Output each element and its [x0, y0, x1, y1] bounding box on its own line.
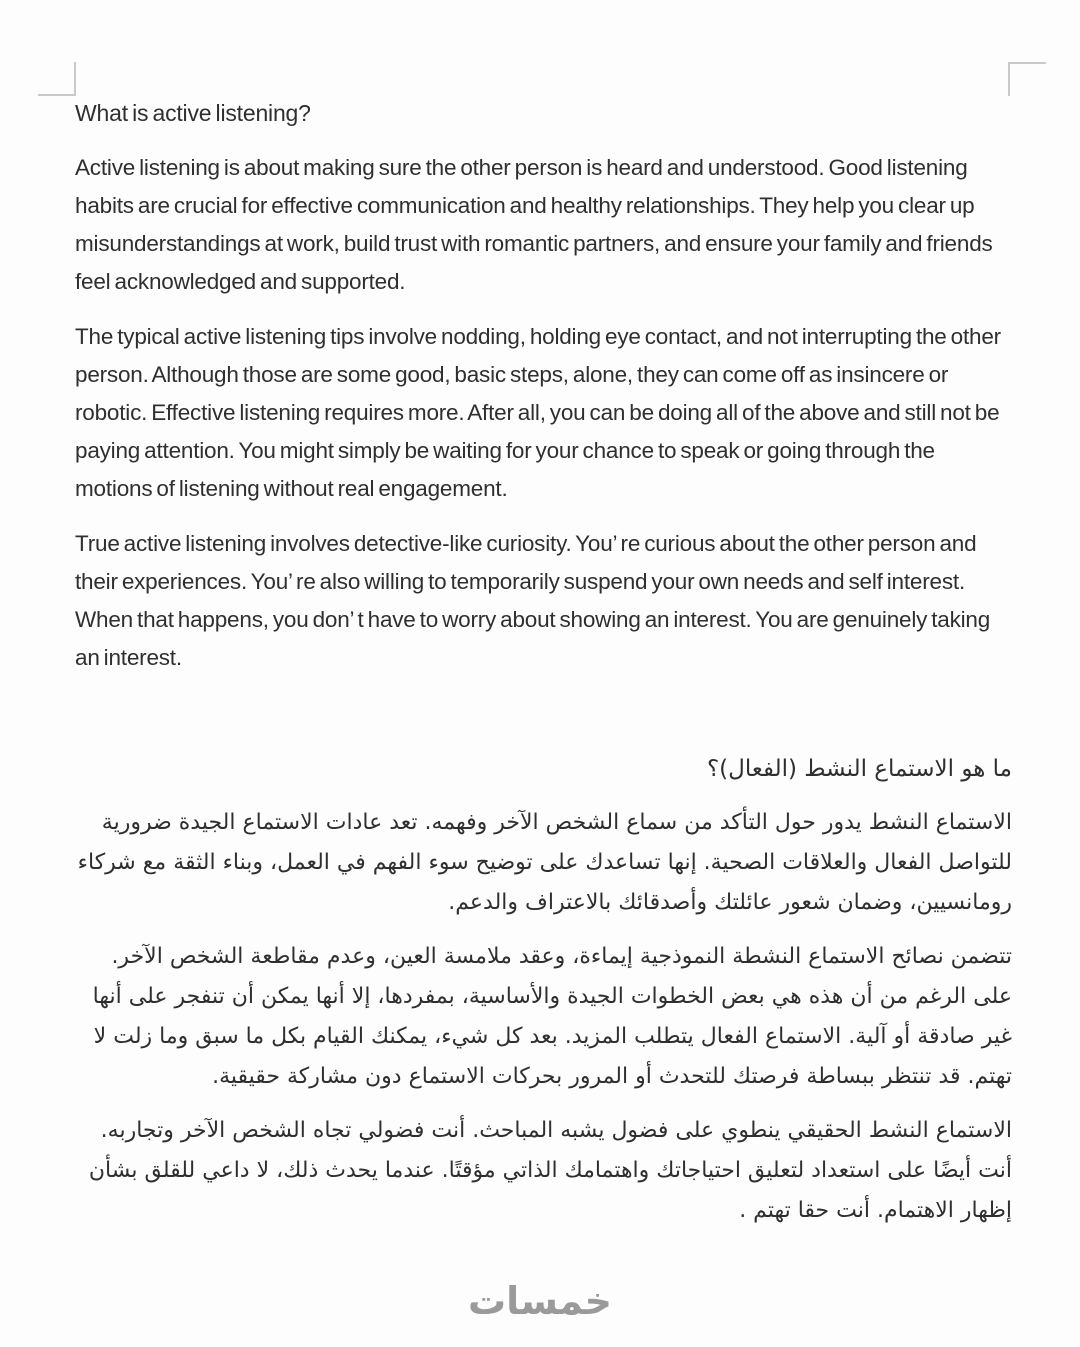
english-paragraph-2: The typical active listening tips involve nodding, holding eye contact, and not interrupting the other person. Although those are some good, basic steps, alone, they can come off as insincere or robotic. Effective listening requires more. After all, you can be doing all of the above and still not be paying attention. You might simply be waiting for your chance to speak or going through the motions of listening without real engagement.	[75, 324, 1001, 501]
arabic-heading: ما هو الاستماع النشط (الفعال)؟	[706, 756, 1012, 782]
arabic-section	[75, 749, 1012, 1231]
english-section	[75, 94, 1012, 677]
arabic-paragraph-1: الاستماع النشط يدور حول التأكد من سماع الشخص الآخر وفهمه. تعد عادات الاستماع الجيدة ضرورية للتواصل الفعال والعلاقات الصحية. إنها تساعدك على توضيح سوء الفهم في العمل، وبناء الثقة مع شركاء رومانسيين، وضمان شعور عائلتك وأصدقائك بالاعتراف والدعم.	[77, 810, 1012, 915]
english-paragraph-1: Active listening is about making sure the other person is heard and understood. Good listening habits are crucial for effective communication and healthy relationships. They help you clear up misunderstandings at work, build trust with romantic partners, and ensure your family and friends feel acknowledged and supported.	[75, 155, 993, 294]
khamsat-logo: خمسات	[468, 1279, 612, 1323]
arabic-paragraph-3: الاستماع النشط الحقيقي ينطوي على فضول يشبه المباحث. أنت فضولي تجاه الشخص الآخر وتجاربه. أنت أيضًا على استعداد لتعليق احتياجاتك واهتمامك الذاتي مؤقتًا. عندما يحدث ذلك، لا داعي للقلق بشأن إظهار الاهتمام. أنت حقا تهتم .	[88, 1118, 1012, 1223]
crop-mark-top-right	[1008, 62, 1046, 96]
arabic-paragraph-2: تتضمن نصائح الاستماع النشطة النموذجية إيماءة، وعقد ملامسة العين، وعدم مقاطعة الشخص الآخر. على الرغم من أن هذه هي بعض الخطوات الجيدة والأساسية، بمفردها، إلا أنها يمكن أن تنفجر على أنها غير صادقة أو آلية. الاستماع الفعال يتطلب المزيد. بعد كل شيء، يمكنك القيام بكل ما سبق وما زلت لا تهتم. قد تنتظر ببساطة فرصتك للتحدث أو المرور بحركات الاستماع دون مشاركة حقيقية.	[92, 944, 1012, 1089]
footer	[0, 1279, 1080, 1323]
crop-mark-top-left	[38, 62, 76, 96]
english-heading: What is active listening?	[75, 100, 311, 126]
english-paragraph-3: True active listening involves detective-like curiosity. You’ re curious about the other person and their experiences. You’ re also willing to temporarily suspend your own needs and self interest. When that happens, you don’ t have to worry about showing an interest. You are genuinely taking an interest.	[75, 531, 991, 670]
